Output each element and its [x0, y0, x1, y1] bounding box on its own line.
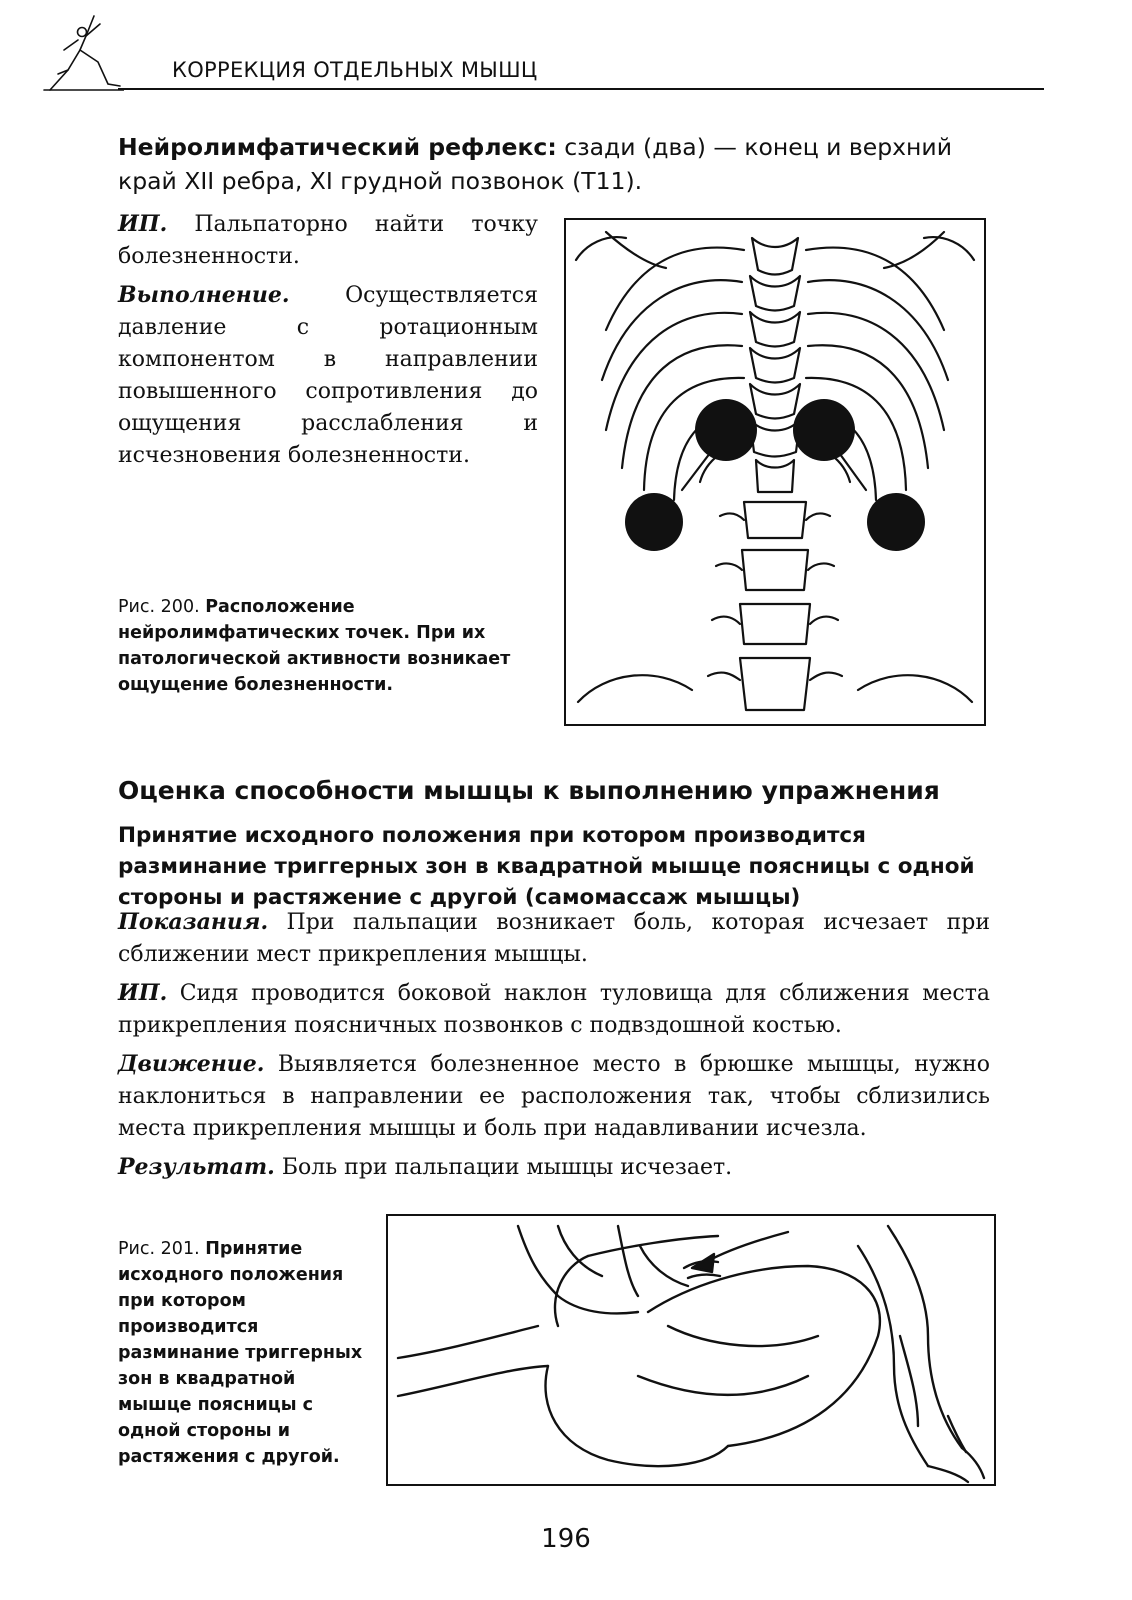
figure-200-spine-illustration [564, 218, 986, 726]
execution-text: Осуществляется давление с ротационным компонентом в направлении повышенного сопротивления до ощущения расслабления и исчезновения болезненности. [118, 283, 538, 468]
figure-201-self-massage-illustration [386, 1214, 996, 1486]
caption-text: Принятие исходного положения при котором производится разминание триггерных зон в квадратной мышце поясницы с одной стороны и растяжения с другой. [118, 1239, 363, 1467]
figure-201-caption [118, 1236, 368, 1470]
section-subtitle: Принятие исходного положения при котором производится разминание триггерных зон в квадратной мышце поясницы с одной стороны и растяжение с другой (самомассаж мышцы) [118, 823, 975, 910]
figure-200-caption [118, 594, 538, 698]
exercise-description [118, 906, 990, 1190]
caption-prefix: Рис. 201. [118, 1239, 206, 1259]
execution-label: Выполнение. [118, 282, 290, 308]
indications-label: Показания. [118, 909, 269, 935]
reflex-label: Нейролимфатический рефлекс: [118, 133, 557, 161]
indications-text: При пальпации возникает боль, которая исчезает при сближении мест прикрепления мышцы. [118, 910, 990, 967]
spine-drawing [566, 220, 984, 724]
movement-paragraph [118, 1048, 990, 1145]
result-paragraph [118, 1151, 990, 1184]
start-position-text: Сидя проводится боковой наклон туловища для сближения места прикрепления поясничных позвонков с подвздошной костью. [118, 981, 990, 1038]
caption-text: Расположение нейролимфатических точек. При их патологической активности возникает ощущение болезненности. [118, 597, 511, 695]
result-label: Результат. [118, 1154, 275, 1180]
ip-text: Пальпаторно найти точку болезненности. [118, 212, 538, 269]
neurolymphatic-reflex [118, 130, 1018, 198]
running-title: КОРРЕКЦИЯ ОТДЕЛЬНЫХ МЫШЦ [172, 58, 538, 82]
reflex-text: сзади (два) — конец и верхний край XII ребра, XI грудной позвонок (Т11). [118, 133, 952, 195]
neurolymphatic-point [625, 493, 683, 551]
yoga-figure-logo-icon [38, 14, 124, 94]
movement-label: Движение. [118, 1051, 265, 1077]
caption-prefix: Рис. 200. [118, 597, 206, 617]
movement-text: Выявляется болезненное место в брюшке мышцы, нужно наклониться в направлении ее расположения так, чтобы сблизились места прикрепления мышцы и боль при надавливании исчезла. [118, 1052, 990, 1141]
neurolymphatic-point [867, 493, 925, 551]
lead-paragraphs [118, 208, 538, 478]
neurolymphatic-point [695, 399, 757, 461]
neurolymphatic-point [793, 399, 855, 461]
ip-paragraph [118, 208, 538, 273]
section-title: Оценка способности мышцы к выполнению упражнения [118, 776, 940, 805]
start-position-paragraph [118, 977, 990, 1042]
indications-paragraph [118, 906, 990, 971]
header-divider [118, 88, 1044, 90]
result-text: Боль при пальпации мышцы исчезает. [274, 1155, 733, 1180]
start-position-label: ИП. [118, 980, 168, 1006]
ip-label: ИП. [118, 211, 168, 237]
page-number: 196 [541, 1524, 591, 1554]
self-massage-drawing [388, 1216, 994, 1484]
execution-paragraph [118, 279, 538, 472]
